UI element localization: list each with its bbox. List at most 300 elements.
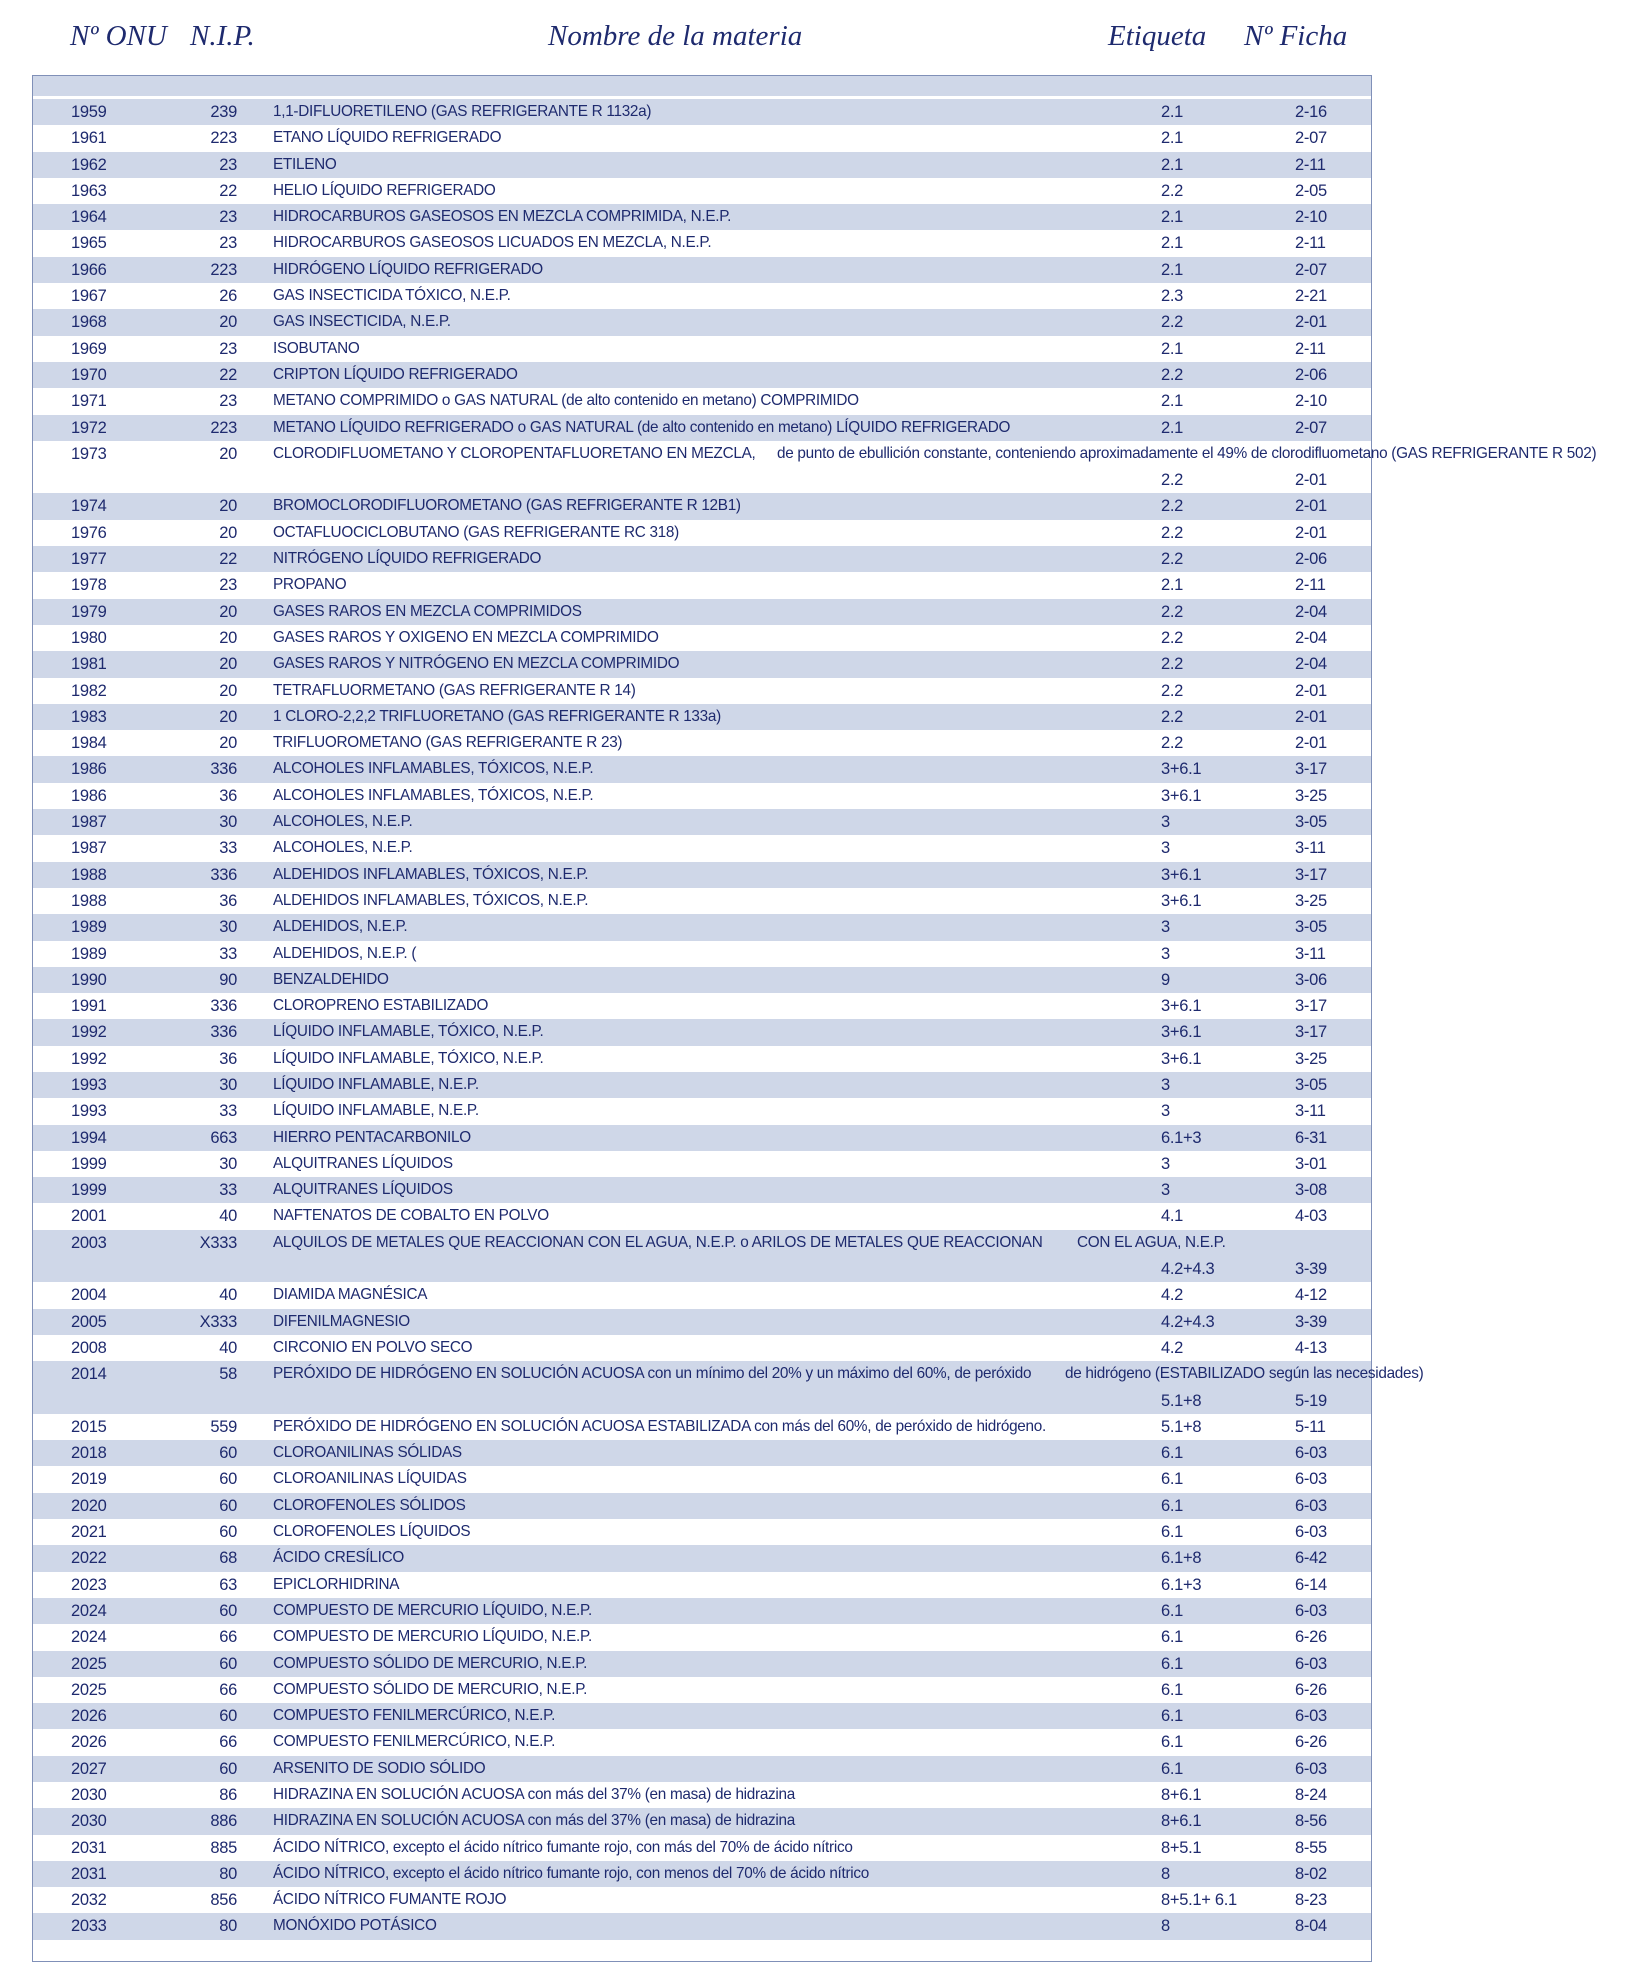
nip-code: 223	[210, 260, 237, 279]
onu-number: 1961	[71, 129, 107, 148]
material-name	[273, 441, 1597, 467]
material-name	[273, 941, 1193, 967]
table-row	[33, 704, 1371, 730]
material-name-line: HIDRAZINA EN SOLUCIÓN ACUOSA con más del 37% (en masa) de hidrazina	[273, 1786, 795, 1803]
onu-number: 1974	[71, 497, 107, 516]
material-name	[273, 283, 1193, 309]
nip-code: 30	[219, 1075, 237, 1094]
material-name-line: ALDEHIDOS, N.E.P.	[273, 918, 408, 936]
material-name	[273, 1677, 1193, 1703]
table-row	[33, 1624, 1371, 1650]
material-name-line: ALQUILOS DE METALES QUE REACCIONAN CON EL AGUA, N.E.P. o ARILOS DE METALES QUE REACCIONAN	[273, 1233, 1043, 1251]
etiqueta-value: 6.1	[1161, 1654, 1184, 1673]
table-row	[33, 1230, 1371, 1283]
etiqueta-value: 6.1	[1161, 1523, 1184, 1542]
ficha-number: 2-07	[1295, 260, 1327, 279]
etiqueta-value: 2.2	[1161, 655, 1184, 674]
ficha-number: 6-26	[1295, 1680, 1327, 1699]
material-name-line: ALCOHOLES, N.E.P.	[273, 839, 413, 857]
ficha-number: 8-24	[1295, 1786, 1327, 1804]
onu-number: 1968	[71, 313, 107, 332]
ficha-number: 3-08	[1295, 1181, 1327, 1200]
table-row	[33, 993, 1371, 1019]
etiqueta-value: 3	[1161, 839, 1170, 858]
onu-number: 1987	[71, 839, 107, 858]
material-name-line: ÁCIDO CRESÍLICO	[273, 1549, 404, 1567]
nip-code: 23	[219, 234, 237, 253]
nip-code: 66	[219, 1733, 237, 1752]
nip-code: 33	[219, 944, 237, 963]
ficha-number: 2-11	[1295, 576, 1326, 595]
ficha-number: 6-26	[1295, 1733, 1327, 1752]
material-name	[273, 309, 1193, 335]
nip-code: 63	[219, 1575, 237, 1594]
material-name	[273, 1335, 1193, 1361]
etiqueta-value: 4.2	[1161, 1338, 1184, 1357]
ficha-number: 2-01	[1295, 734, 1327, 753]
etiqueta-value: 6.1	[1161, 1680, 1184, 1699]
material-name	[273, 862, 1193, 888]
etiqueta-value: 2.2	[1161, 602, 1184, 621]
nip-code: 23	[219, 576, 237, 595]
material-name-line: MONÓXIDO POTÁSICO	[273, 1917, 437, 1935]
onu-number: 1989	[71, 918, 107, 937]
nip-code: 86	[219, 1786, 237, 1804]
material-name-line: ETANO LÍQUIDO REFRIGERADO	[273, 129, 502, 147]
onu-number: 1988	[71, 865, 107, 884]
table-row	[33, 888, 1371, 914]
table-row	[33, 178, 1371, 204]
ficha-number: 2-10	[1295, 208, 1327, 227]
onu-number: 2018	[71, 1444, 107, 1463]
onu-number: 1971	[71, 392, 107, 411]
material-name	[273, 1861, 1193, 1887]
table-row	[33, 1808, 1371, 1834]
onu-number: 1980	[71, 628, 107, 647]
table-row	[33, 362, 1371, 388]
material-name	[273, 678, 1193, 704]
table-row	[33, 1361, 1424, 1414]
material-name	[273, 125, 1193, 151]
nip-code: 20	[219, 734, 237, 753]
ficha-number: 3-17	[1295, 760, 1327, 779]
ficha-number: 2-01	[1295, 523, 1327, 542]
ficha-number: 3-17	[1295, 997, 1327, 1016]
material-name-line: HELIO LÍQUIDO REFRIGERADO	[273, 181, 496, 199]
etiqueta-value: 6.1	[1161, 1444, 1184, 1463]
material-name	[273, 1493, 1193, 1519]
material-name-line: DIAMIDA MAGNÉSICA	[273, 1286, 428, 1304]
material-name-line: CLOROANILINAS SÓLIDAS	[273, 1444, 462, 1462]
table-row	[33, 1177, 1371, 1203]
nip-code: 60	[219, 1601, 237, 1620]
nip-code: 336	[210, 997, 237, 1016]
table-row	[33, 835, 1371, 861]
onu-number: 1966	[71, 260, 107, 279]
onu-number: 1988	[71, 891, 107, 910]
etiqueta-value: 3+6.1	[1161, 1023, 1202, 1042]
onu-number: 2031	[71, 1864, 107, 1883]
material-name-line: HIERRO PENTACARBONILO	[273, 1128, 471, 1146]
material-name	[273, 1098, 1193, 1124]
material-name-line: 1 CLORO-2,2,2 TRIFLUORETANO (GAS REFRIGERANTE R 133a)	[273, 707, 721, 725]
ficha-number: 2-21	[1295, 287, 1327, 306]
etiqueta-value: 2.2	[1161, 523, 1184, 542]
material-name-line-2: de punto de ebullición constante, conteniendo aproximadamente el 49% de clorodifluometano (GAS REFRIGERANTE R 502)	[777, 444, 1597, 462]
ficha-number: 3-11	[1295, 839, 1326, 858]
material-name	[273, 1466, 1193, 1492]
material-name-line: COMPUESTO DE MERCURIO LÍQUIDO, N.E.P.	[273, 1628, 592, 1646]
onu-number: 2003	[71, 1233, 107, 1252]
table-row	[33, 1598, 1371, 1624]
nip-code: 23	[219, 208, 237, 227]
table-row	[33, 1019, 1371, 1045]
material-name-line: CRIPTON LÍQUIDO REFRIGERADO	[273, 365, 518, 383]
table-row	[33, 309, 1371, 335]
table-row	[33, 1466, 1371, 1492]
onu-number: 2031	[71, 1838, 107, 1857]
nip-code: 22	[219, 181, 237, 200]
nip-code: 66	[219, 1680, 237, 1699]
nip-code: 20	[219, 655, 237, 674]
nip-code: 559	[210, 1417, 237, 1436]
material-name-line-2: de hidrógeno (ESTABILIZADO según las necesidades)	[1065, 1365, 1424, 1383]
material-name	[273, 336, 1193, 362]
material-name-line: EPICLORHIDRINA	[273, 1575, 400, 1593]
material-name-line: METANO COMPRIMIDO o GAS NATURAL (de alto contenido en metano) COMPRIMIDO	[273, 392, 859, 410]
ficha-number: 6-03	[1295, 1707, 1327, 1726]
onu-number: 1983	[71, 707, 107, 726]
material-name	[273, 1019, 1193, 1045]
ficha-number: 5-11	[1295, 1417, 1326, 1436]
table-row	[33, 493, 1371, 519]
ficha-number: 4-12	[1295, 1286, 1327, 1305]
etiqueta-value: 6.1	[1161, 1759, 1184, 1778]
material-name	[273, 1046, 1193, 1072]
ficha-number: 4-13	[1295, 1338, 1327, 1357]
material-name	[273, 388, 1193, 414]
material-name	[273, 1598, 1193, 1624]
nip-code: 33	[219, 839, 237, 858]
ficha-number: 2-10	[1295, 392, 1327, 411]
header-ficha: Nº Ficha	[1244, 20, 1348, 52]
onu-number: 2024	[71, 1601, 107, 1620]
material-name	[273, 152, 1193, 178]
ficha-number: 2-11	[1295, 155, 1326, 174]
onu-number: 1970	[71, 365, 107, 384]
ficha-number: 2-07	[1295, 418, 1327, 437]
nip-code: 20	[219, 681, 237, 700]
nip-code: 36	[219, 1049, 237, 1068]
etiqueta-value: 2.1	[1161, 260, 1184, 279]
ficha-number: 3-11	[1295, 1102, 1326, 1121]
onu-number: 2023	[71, 1575, 107, 1594]
nip-code: 20	[219, 628, 237, 647]
etiqueta-value: 3+6.1	[1161, 760, 1202, 779]
material-name-line: ISOBUTANO	[273, 339, 360, 357]
nip-code: 40	[219, 1338, 237, 1357]
onu-number: 1976	[71, 523, 107, 542]
nip-code: 60	[219, 1654, 237, 1673]
etiqueta-value: 2.2	[1161, 471, 1184, 490]
onu-number: 1964	[71, 208, 107, 227]
onu-number: 2030	[71, 1812, 107, 1831]
ficha-number: 6-03	[1295, 1523, 1327, 1542]
etiqueta-value: 6.1+8	[1161, 1549, 1202, 1568]
nip-code: X333	[199, 1312, 237, 1331]
etiqueta-value: 2.2	[1161, 181, 1184, 200]
nip-code: 60	[219, 1496, 237, 1515]
header-etiqueta: Etiqueta	[1108, 20, 1207, 52]
etiqueta-value: 2.2	[1161, 497, 1184, 516]
etiqueta-value: 4.1	[1161, 1207, 1184, 1226]
table-row	[33, 257, 1371, 283]
material-name-line: HIDROCARBUROS GASEOSOS LICUADOS EN MEZCLA, N.E.P.	[273, 234, 712, 252]
ficha-number: 5-19	[1295, 1391, 1327, 1410]
nip-code: 33	[219, 1102, 237, 1121]
onu-number: 1984	[71, 734, 107, 753]
material-name	[273, 415, 1193, 441]
table-row	[33, 336, 1371, 362]
material-name	[273, 178, 1193, 204]
nip-code: 26	[219, 287, 237, 306]
table-row	[33, 1782, 1371, 1808]
onu-number: 1977	[71, 550, 107, 569]
ficha-number: 2-07	[1295, 129, 1327, 148]
material-name-line: ALCOHOLES INFLAMABLES, TÓXICOS, N.E.P.	[273, 786, 594, 804]
material-name	[273, 1703, 1193, 1729]
material-name-line: ALDEHIDOS, N.E.P. (	[273, 944, 417, 962]
nip-code: 40	[219, 1207, 237, 1226]
material-name-line: ALQUITRANES LÍQUIDOS	[273, 1154, 453, 1172]
ficha-number: 2-01	[1295, 471, 1327, 490]
material-name	[273, 1519, 1193, 1545]
etiqueta-value: 2.2	[1161, 707, 1184, 726]
etiqueta-value: 2.1	[1161, 392, 1184, 411]
material-name	[273, 1545, 1193, 1571]
onu-number: 2026	[71, 1733, 107, 1752]
material-name	[273, 625, 1193, 651]
nip-code: 336	[210, 1023, 237, 1042]
material-name	[273, 1282, 1193, 1308]
material-name	[273, 651, 1193, 677]
etiqueta-value: 3	[1161, 944, 1170, 963]
table-row	[33, 1677, 1371, 1703]
onu-number: 1963	[71, 181, 107, 200]
onu-number: 2025	[71, 1680, 107, 1699]
ficha-number: 3-11	[1295, 944, 1326, 963]
material-name-line: GAS INSECTICIDA TÓXICO, N.E.P.	[273, 287, 511, 305]
ficha-number: 6-42	[1295, 1549, 1327, 1568]
nip-code: 80	[219, 1917, 237, 1936]
ficha-number: 2-04	[1295, 628, 1327, 647]
material-name	[273, 730, 1193, 756]
nip-code: 885	[210, 1838, 237, 1857]
material-name-line: CIRCONIO EN POLVO SECO	[273, 1338, 473, 1356]
material-name-line: PROPANO	[273, 576, 347, 594]
etiqueta-value: 2.1	[1161, 418, 1184, 437]
ficha-number: 3-17	[1295, 1023, 1327, 1042]
ficha-number: 8-04	[1295, 1917, 1327, 1936]
etiqueta-value: 9	[1161, 970, 1170, 989]
material-name	[273, 599, 1193, 625]
material-name-line: ARSENITO DE SODIO SÓLIDO	[273, 1759, 486, 1777]
onu-number: 1969	[71, 339, 107, 358]
etiqueta-value: 6.1	[1161, 1496, 1184, 1515]
onu-number: 1989	[71, 944, 107, 963]
nip-code: 22	[219, 365, 237, 384]
nip-code: 30	[219, 918, 237, 937]
table-row	[33, 520, 1371, 546]
etiqueta-value: 6.1	[1161, 1733, 1184, 1752]
nip-code: 58	[219, 1365, 237, 1384]
material-name-line: DIFENILMAGNESIO	[273, 1312, 410, 1330]
material-name	[273, 1309, 1193, 1335]
etiqueta-value: 3	[1161, 1181, 1170, 1200]
table-row	[33, 1151, 1371, 1177]
material-name-line: COMPUESTO FENILMERCÚRICO, N.E.P.	[273, 1707, 556, 1725]
material-name	[273, 993, 1193, 1019]
material-name	[273, 1177, 1193, 1203]
etiqueta-value: 2.1	[1161, 576, 1184, 595]
table-row	[33, 1203, 1371, 1229]
materials-table	[33, 99, 1597, 1940]
table-row	[33, 599, 1371, 625]
material-name-line: ALDEHIDOS INFLAMABLES, TÓXICOS, N.E.P.	[273, 891, 589, 909]
onu-number: 2005	[71, 1312, 107, 1331]
ficha-number: 2-06	[1295, 365, 1327, 384]
material-name-line: ÁCIDO NÍTRICO FUMANTE ROJO	[273, 1891, 507, 1909]
nip-code: 336	[210, 865, 237, 884]
etiqueta-value: 2.1	[1161, 234, 1184, 253]
ficha-number: 6-14	[1295, 1575, 1327, 1594]
table-row	[33, 862, 1371, 888]
etiqueta-value: 3	[1161, 1075, 1170, 1094]
material-name	[273, 493, 1193, 519]
material-name-line: METANO LÍQUIDO REFRIGERADO o GAS NATURAL (de alto contenido en metano) LÍQUIDO REFRIGERADO	[273, 418, 1011, 436]
material-name	[273, 1624, 1193, 1650]
material-name-line: OCTAFLUOCICLOBUTANO (GAS REFRIGERANTE RC 318)	[273, 523, 679, 541]
nip-code: 33	[219, 1181, 237, 1200]
etiqueta-value: 8	[1161, 1864, 1170, 1883]
onu-number: 1967	[71, 287, 107, 306]
etiqueta-value: 2.1	[1161, 339, 1184, 358]
nip-code: 20	[219, 497, 237, 516]
etiqueta-value: 2.2	[1161, 681, 1184, 700]
material-name-line: HIDROCARBUROS GASEOSOS EN MEZCLA COMPRIMIDA, N.E.P.	[273, 208, 732, 226]
table-row	[33, 730, 1371, 756]
ficha-number: 8-56	[1295, 1812, 1327, 1831]
nip-code: 20	[219, 707, 237, 726]
material-name	[273, 204, 1193, 230]
material-name-line: TETRAFLUORMETANO (GAS REFRIGERANTE R 14)	[273, 681, 636, 699]
ficha-number: 2-05	[1295, 181, 1327, 200]
etiqueta-value: 3+6.1	[1161, 997, 1202, 1016]
ficha-number: 3-01	[1295, 1154, 1327, 1173]
nip-code: 336	[210, 760, 237, 779]
etiqueta-value: 3+6.1	[1161, 786, 1202, 805]
material-name	[273, 1440, 1193, 1466]
table-row	[33, 1913, 1371, 1939]
etiqueta-value: 8+6.1	[1161, 1786, 1202, 1804]
table-row	[33, 1756, 1371, 1782]
ficha-number: 2-01	[1295, 313, 1327, 332]
onu-number: 1962	[71, 155, 107, 174]
ficha-number: 2-11	[1295, 339, 1326, 358]
nip-code: 20	[219, 523, 237, 542]
onu-number: 2030	[71, 1786, 107, 1804]
onu-number: 1978	[71, 576, 107, 595]
ficha-number: 6-26	[1295, 1628, 1327, 1647]
table-row	[33, 1282, 1371, 1308]
etiqueta-value: 4.2	[1161, 1286, 1184, 1305]
nip-code: 23	[219, 392, 237, 411]
onu-number: 1986	[71, 760, 107, 779]
onu-number: 1959	[71, 103, 107, 121]
ficha-number: 3-05	[1295, 918, 1327, 937]
table-row	[33, 204, 1371, 230]
material-name-line: CLOROANILINAS LÍQUIDAS	[273, 1470, 467, 1488]
nip-code: 36	[219, 891, 237, 910]
onu-number: 1992	[71, 1023, 107, 1042]
table-top-band	[33, 76, 1371, 96]
material-name	[273, 1913, 1193, 1939]
nip-code: 36	[219, 786, 237, 805]
onu-number: 2015	[71, 1417, 107, 1436]
material-name-line: BROMOCLORODIFLUOROMETANO (GAS REFRIGERANTE R 12B1)	[273, 497, 741, 515]
onu-number: 2033	[71, 1917, 107, 1936]
etiqueta-value: 5.1+8	[1161, 1417, 1202, 1436]
table-row	[33, 941, 1371, 967]
onu-number: 1999	[71, 1154, 107, 1173]
etiqueta-value: 3	[1161, 1154, 1170, 1173]
onu-number: 1987	[71, 813, 107, 832]
etiqueta-value: 8+6.1	[1161, 1812, 1202, 1831]
etiqueta-value: 2.2	[1161, 550, 1184, 569]
table-row	[33, 1414, 1371, 1440]
material-name	[273, 1887, 1193, 1913]
nip-code: 20	[219, 602, 237, 621]
material-name	[273, 1756, 1193, 1782]
etiqueta-value: 3+6.1	[1161, 1049, 1202, 1068]
material-name-line: GASES RAROS EN MEZCLA COMPRIMIDOS	[273, 602, 582, 620]
table-row	[33, 756, 1371, 782]
ficha-number: 2-06	[1295, 550, 1327, 569]
ficha-number: 4-03	[1295, 1207, 1327, 1226]
material-name-line: ALCOHOLES, N.E.P.	[273, 813, 413, 831]
material-name	[273, 1072, 1193, 1098]
material-name-line: GAS INSECTICIDA, N.E.P.	[273, 313, 451, 331]
table-row	[33, 914, 1371, 940]
etiqueta-value: 3	[1161, 1102, 1170, 1121]
nip-code: 223	[210, 129, 237, 148]
etiqueta-value: 2.1	[1161, 103, 1184, 121]
ficha-number: 2-16	[1295, 103, 1327, 121]
table-row	[33, 1493, 1371, 1519]
onu-number: 2021	[71, 1523, 107, 1542]
ficha-number: 6-03	[1295, 1496, 1327, 1515]
table-row	[33, 1572, 1371, 1598]
table-row	[33, 678, 1371, 704]
onu-number: 1990	[71, 970, 107, 989]
material-name-line: BENZALDEHIDO	[273, 970, 389, 988]
nip-code: 30	[219, 813, 237, 832]
table-row	[33, 1098, 1371, 1124]
material-name	[273, 257, 1193, 283]
nip-code: X333	[199, 1233, 237, 1252]
table-row	[33, 651, 1371, 677]
table-row	[33, 1861, 1371, 1887]
